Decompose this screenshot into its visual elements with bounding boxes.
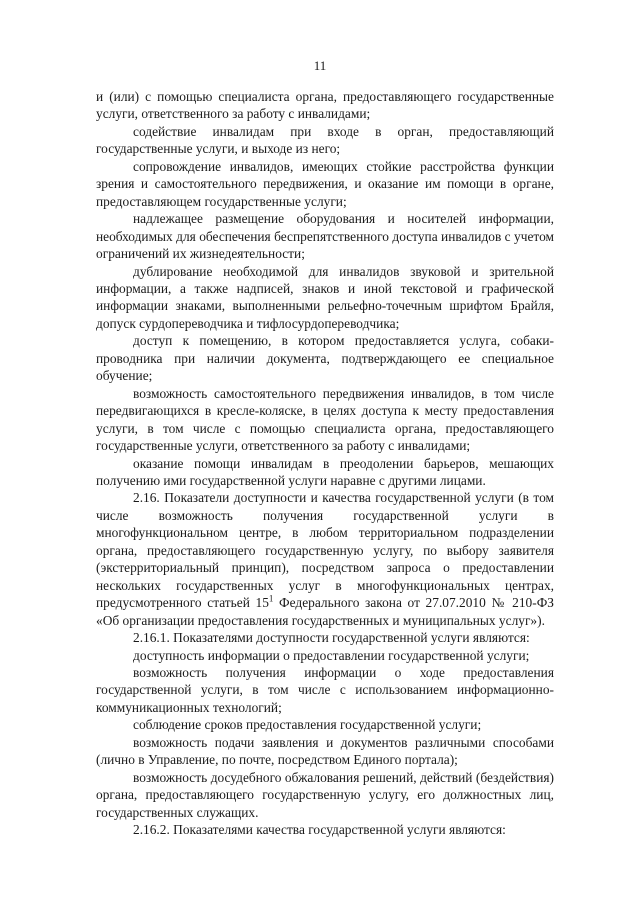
paragraph-section-2-16-2: 2.16.2. Показателями качества государственной услуги являются: xyxy=(133,822,506,838)
paragraph-section-2-16-1: 2.16.1. Показателями доступности государственной услуги являются: xyxy=(133,630,530,646)
section-2-16-text-a: 2.16. Показатели доступности и качества государственной услуги (в том числе возможность получения государственной услуги в многофункциональном центре, в любом территориальном подразделении органа, предоставляющего государственную услугу, по выбору заявителя (экстерриториальный принцип), посредством запроса о предоставлении нескольких государственных услуг в многофункциональных центрах, предусмотренного статьей 15 xyxy=(96,490,554,611)
paragraph-braille-duplication: дублирование необходимой для инвалидов звуковой и зрительной информации, а также надписей, знаков и иной текстовой и графической информации знаками, выполненными рельефно-точечным шрифтом Брайля, допуск сурдопереводчика и тифлосурдопереводчика; xyxy=(96,263,554,331)
paragraph-entry-assistance: содействие инвалидам при входе в орган, предоставляющий государственные услуги, и выходе из него; xyxy=(96,123,554,157)
paragraph-appeal: возможность досудебного обжалования решений, действий (бездействия) органа, предоставляющего государственную услугу, его должностных лиц, государственных служащих. xyxy=(96,769,554,820)
page-number: 11 xyxy=(313,58,327,73)
paragraph-continuation: и (или) с помощью специалиста органа, предоставляющего государственные услуги, ответственного за работу с инвалидами; xyxy=(96,89,554,122)
paragraph-independent-movement: возможность самостоятельного передвижения инвалидов, в том числе передвигающихся в кресле-коляске, в целях доступа к месту предоставления услуги, в том числе с помощью специалиста органа, предоставляющего государственные услуги, ответственного за работу с инвалидами; xyxy=(96,385,554,454)
paragraph-guide-dog: доступ к помещению, в котором предоставляется услуга, собаки-проводника при наличии документа, подтверждающего ее специальное обучение; xyxy=(96,333,554,384)
document-body xyxy=(96,88,554,838)
paragraph-progress-info: возможность получения информации о ходе предоставления государственной услуги, в том числе с использованием информационно-коммуникационных технологий; xyxy=(96,664,554,715)
paragraph-equipment-placement: надлежащее размещение оборудования и носителей информации, необходимых для обеспечения беспрепятственного доступа инвалидов с учетом ограничений их жизнедеятельности; xyxy=(96,211,554,262)
paragraph-barrier-help: оказание помощи инвалидам в преодолении барьеров, мешающих получению ими государственной услуги наравне с другими лицами. xyxy=(96,455,554,488)
paragraph-info-availability: доступность информации о предоставлении государственной услуги; xyxy=(133,647,530,663)
paragraph-deadlines: соблюдение сроков предоставления государственной услуги; xyxy=(133,717,482,733)
section-2-16-text-b: Федерального закона от 27.07.2010 № 210-ФЗ «Об организации предоставления государственных и муниципальных услуг»). xyxy=(96,595,554,628)
paragraph-section-2-16 xyxy=(96,489,554,629)
section-2-16-superscript: 1 xyxy=(268,593,274,604)
paragraph-escort: сопровождение инвалидов, имеющих стойкие расстройства функции зрения и самостоятельного передвижения, и оказание им помощи в органе, предоставляющем государственные услуги; xyxy=(96,158,554,209)
paragraph-submission-methods: возможность подачи заявления и документов различными способами (лично в Управление, по почте, посредством Единого портала); xyxy=(96,734,554,768)
